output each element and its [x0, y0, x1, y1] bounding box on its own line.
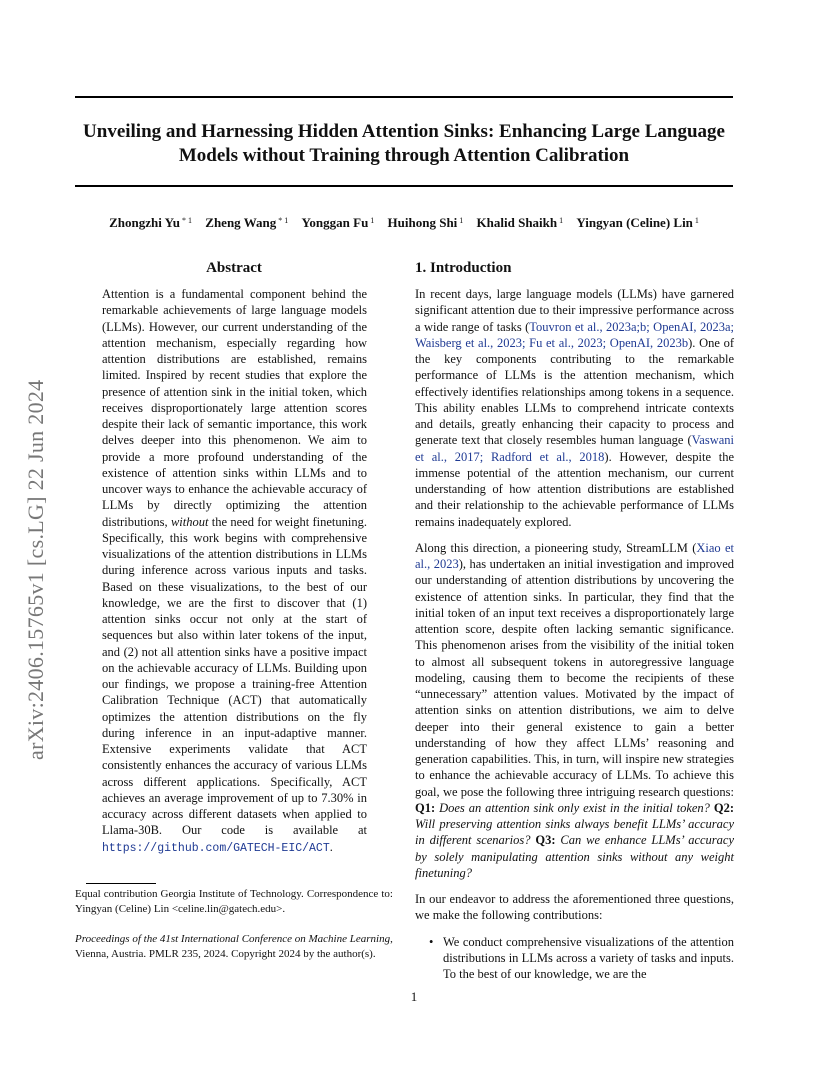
emphasis: without	[170, 514, 209, 529]
author: Yingyan (Celine) Lin $^1$	[576, 215, 699, 230]
author-list	[75, 214, 733, 232]
author: Huihong Shi $^1$	[387, 215, 464, 230]
paper-title	[75, 120, 733, 168]
title-bottom-rule	[75, 185, 733, 187]
author: Zheng Wang $^{* 1}$	[205, 215, 289, 230]
abstract-body: Attention is a fundamental component behind the remarkable achievements of large language models (LLMs). However, our current understanding of the attention mechanism, especially regarding how attention distributions are established, remains limited. Inspired by recent studies that explore the presence of attention sink in the initial token, which receives disproportionately large attention scores despite their lack of semantic importance, this work delves deeper into this phenomenon. We aim to provide a more profound understanding of the existence of attention sinks within LLMs and to uncover ways to enhance the achievable accuracy of LLMs by directly optimizing the attention distributions, without the need for weight finetuning. Specifically, this work begins with comprehensive visualizations of the attention distributions in LLMs during inference across various inputs and tasks. Based on these visualizations, to the best of our knowledge, we are the first to discover that (1) attention sinks occur not only at the start of sequences but also within later tokens of the input, and (2) not all attention sinks have a positive impact on the achievable accuracy of LLMs. Building upon our findings, we propose a training-free Attention Calibration Technique (ACT) that automatically optimizes the attention distributions on the fly during inference in an input-adaptive manner. Extensive experiments validate that ACT consistently enhances the accuracy of various LLMs across different applications. Specifically, ACT achieves an average improvement of up to 7.30% in accuracy across different datasets when applied to Llama-30B. Our code is available at https://github.com/GATECH-EIC/ACT.	[102, 287, 367, 855]
contribution-list	[415, 934, 734, 983]
intro-paragraph-3: In our endeavor to address the aforementioned three questions, we make the following contributions:	[415, 892, 734, 923]
introduction-body	[415, 286, 734, 982]
author: Khalid Shaikh $^1$	[476, 215, 564, 230]
citation-link[interactable]: Xiao et al., 2023	[415, 540, 734, 571]
intro-paragraph-1: In recent days, large language models (LLMs) have garnered significant attention due to their impressive performance across a wide range of tasks (Touvron et al., 2023a;b; OpenAI, 2023a; Waisberg et al., 2023; Fu et al., 2023; OpenAI, 2023b). One of the key components contributing to the remarkable performance of LLMs is the attention mechanism, which effectively identifies relationships among tokens in a sequence. This ability enables LLMs to comprehend intricate contexts and details, greatly enhancing their capacity to process and generate text that closely resembles human language (Vaswani et al., 2017; Radford et al., 2018). However, despite the immense potential of the attention mechanism, our current understanding of how attention distributions are established and their relationship to the achievable performance of LLMs remains inadequately explored.	[415, 287, 734, 529]
author: Yonggan Fu $^1$	[301, 215, 375, 230]
introduction-heading: 1. Introduction	[415, 260, 512, 276]
abstract-heading: Abstract	[206, 260, 262, 276]
title-line-1: Unveiling and Harnessing Hidden Attention Sinks: Enhancing Large Language	[83, 121, 725, 142]
footnote-rule	[86, 883, 156, 884]
author: Zhongzhi Yu $^{* 1}$	[109, 215, 193, 230]
top-rule	[75, 96, 733, 98]
footnote: Equal contribution Georgia Institute of Technology. Correspondence to: Yingyan (Celine) Lin <celine.lin@gatech.edu>.	[75, 888, 393, 915]
citation-link[interactable]: Touvron et al., 2023a;b; OpenAI, 2023a; Waisberg et al., 2023; Fu et al., 2023; OpenAI, 2023b	[415, 319, 734, 350]
arxiv-identifier[interactable]: arXiv:2406.15765v1 [cs.LG] 22 Jun 2024	[23, 379, 48, 760]
page-number: 1	[410, 989, 418, 1004]
intro-paragraph-2: Along this direction, a pioneering study, StreamLLM (Xiao et al., 2023), has undertaken an initial investigation and improved our understanding of attention distributions by uncovering the existence of attention sinks. In particular, they find that the initial token of an input text receives a disproportionately large attention score, despite often lacking semantic significance. This phenomenon arises from the visibility of the initial token to almost all subsequent tokens in autoregressive language modeling, causing them to become the recipients of these “unnecessary” attention values. Motivated by the impact of attention sinks on attention distributions, we aim to delve deeper into their general existence to gain a better understanding of how they affect LLMs’ reasoning and generation capabilities. This, in turn, will inspire new strategies to enhance the achievable accuracy of LLMs. To achieve this goal, we pose the following three intriguing research questions: Q1: Does an attention sink only exist in the initial token? Q2: Will preserving attention sinks always benefit LLMs’ accuracy in different scenarios? Q3: Can we enhance LLMs’ accuracy by solely manipulating attention sinks without any weight finetuning?	[415, 540, 735, 880]
title-line-2: Models without Training through Attention Calibration	[178, 145, 630, 166]
citation-link[interactable]: Vaswani et al., 2017; Radford et al., 2018	[415, 433, 734, 464]
list-item: • We conduct comprehensive visualizations of the attention distributions in LLMs across a variety of tasks and inputs. To the best of our knowledge, we are the	[443, 934, 734, 983]
code-link[interactable]: https://github.com/GATECH-EIC/ACT	[102, 841, 330, 855]
proceedings-note: Proceedings of the 41st International Conference on Machine Learning, Vienna, Austria. PMLR 235, 2024. Copyright 2024 by the author(s).	[75, 933, 393, 960]
